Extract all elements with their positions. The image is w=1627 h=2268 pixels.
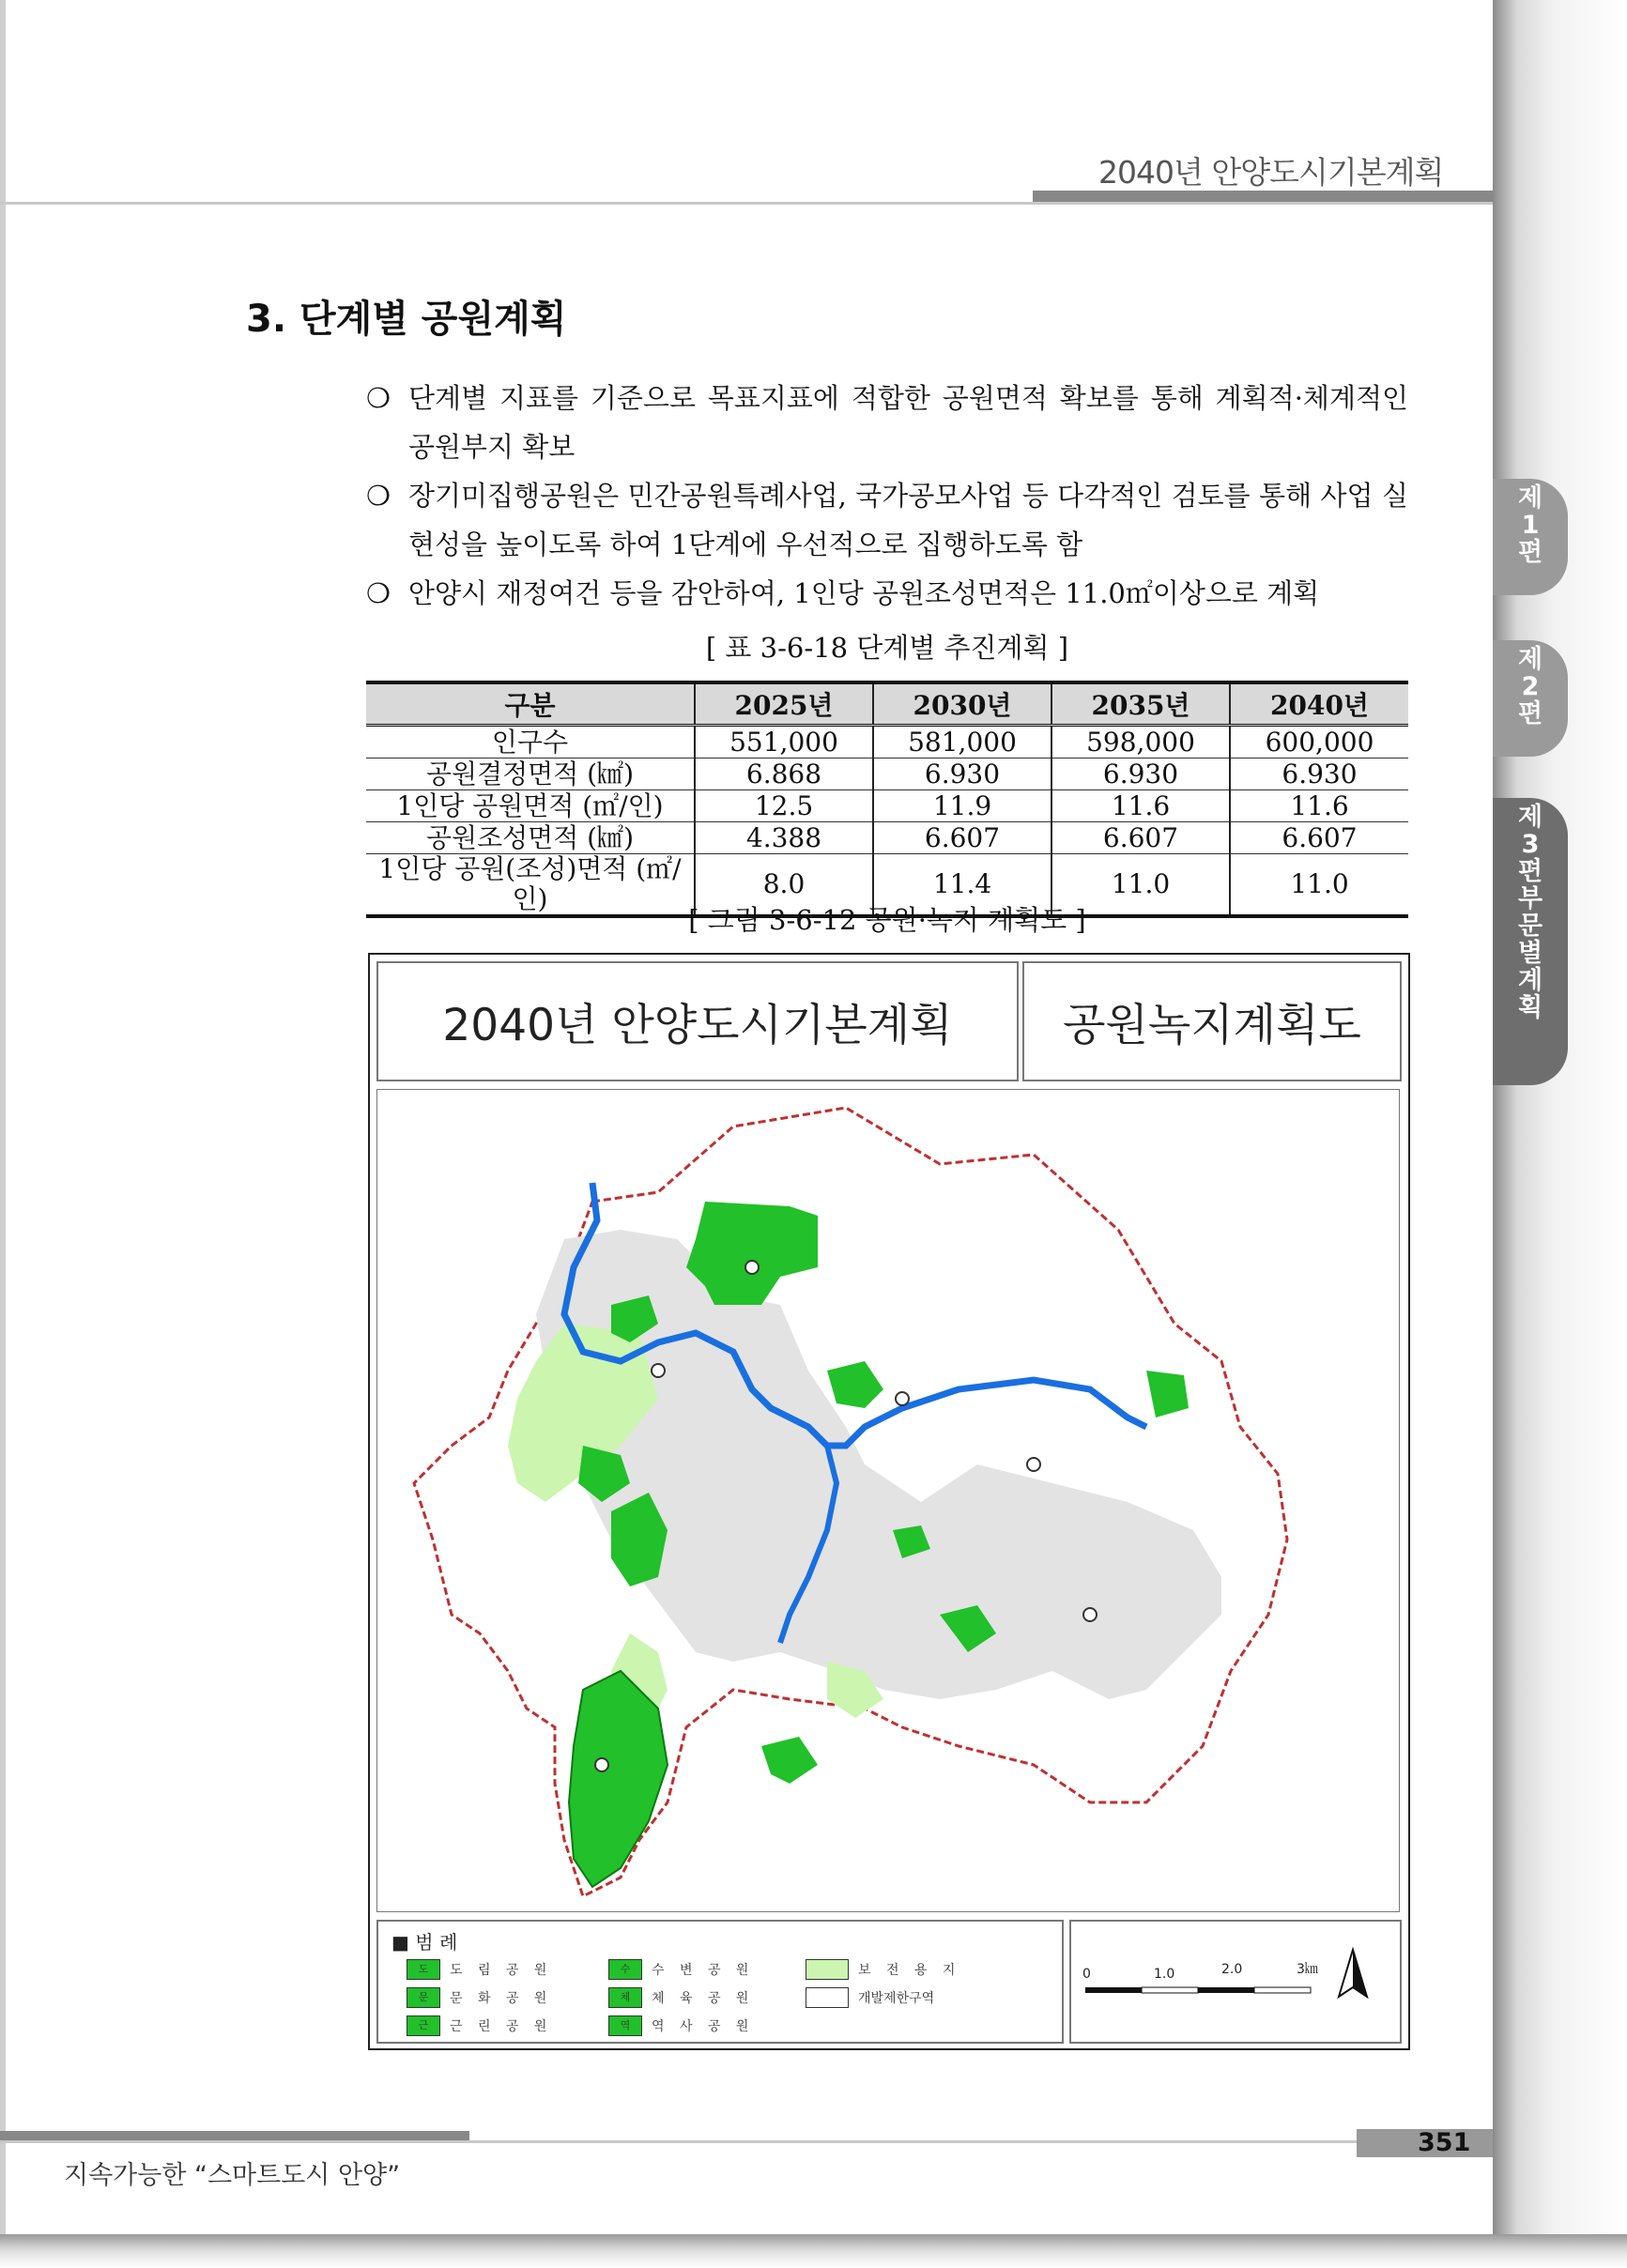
table-row [366, 726, 1408, 759]
legend-swatch: 체 [608, 1987, 642, 2008]
table-cell: 공원결정면적 (㎢) [366, 759, 695, 790]
map-legend [376, 1920, 1064, 2044]
header-rule-thin [0, 202, 1493, 205]
legend-item [806, 1959, 960, 1980]
table-header-cell: 2030년 [873, 682, 1051, 726]
legend-title: ■ 범 례 [391, 1931, 458, 1954]
table-cell: 8.0 [695, 854, 873, 917]
scale-segment [1198, 1987, 1254, 1993]
legend-item [407, 1987, 552, 2008]
table-cell: 11.4 [873, 854, 1051, 917]
legend-swatch: 근 [407, 2015, 440, 2036]
map-title-right: 공원녹지계획도 [1022, 961, 1402, 1081]
header-rule-thick [1033, 191, 1493, 202]
scale-segment [1085, 1987, 1142, 1993]
legend-swatch: 수 [608, 1959, 642, 1980]
bullet-text: 장기미집행공원은 민간공원특례사업, 국가공모사업 등 다각적인 검토를 통해 사업 실현성을 높이도록 하여 1단계에 우선적으로 집행하도록 함 [408, 480, 1408, 560]
chapter-tab-3[interactable]: 제 3 편 부 문 별 계 획 [1493, 798, 1568, 1085]
table-cell: 11.6 [1230, 790, 1408, 822]
table-cell: 인구수 [366, 726, 695, 759]
table-cell: 12.5 [695, 790, 873, 822]
scale-segment [1254, 1987, 1311, 1993]
legend-item [407, 2015, 552, 2036]
legend-swatch: 도 [407, 1959, 440, 1980]
park-symbol-icon [896, 1392, 909, 1405]
table-row [366, 759, 1408, 790]
page-bottom-shadow [0, 2234, 1627, 2268]
table-row [366, 822, 1408, 854]
legend-item [407, 1959, 552, 1980]
chapter-tab-1[interactable]: 제 1 편 [1493, 479, 1568, 595]
legend-label: 도 림 공 원 [450, 1963, 553, 1978]
table-cell: 공원조성면적 (㎢) [366, 822, 695, 854]
footer-rule-thick [0, 2131, 469, 2140]
chapter-tab-2[interactable]: 제 2 편 [1493, 640, 1568, 757]
table-cell: 6.930 [1051, 759, 1230, 790]
table-row [366, 790, 1408, 822]
table-cell: 6.930 [873, 759, 1051, 790]
scale-label: 2.0 [1221, 1962, 1243, 1977]
bullet-list [366, 374, 1408, 618]
legend-swatch [806, 1987, 849, 2008]
table-cell: 6.930 [1230, 759, 1408, 790]
bullet-text: 단계별 지표를 기준으로 목표지표에 적합한 공원면적 확보를 통해 계획적·체계적인 공원부지 확보 [408, 382, 1408, 463]
scale-label: 3㎞ [1297, 1962, 1318, 1977]
bullet-item [366, 569, 1408, 618]
scale-segment [1142, 1987, 1198, 1993]
circle-bullet-icon: ❍ [366, 577, 391, 609]
legend-item [608, 2015, 754, 2036]
park-plan-map-figure [368, 953, 1410, 2050]
legend-label: 역 사 공 원 [652, 2019, 755, 2034]
table-cell: 4.388 [695, 822, 873, 854]
park-symbol-icon [1083, 1608, 1097, 1621]
table-cell: 6.607 [1230, 822, 1408, 854]
legend-title-text: 범 례 [415, 1931, 458, 1954]
figure-caption: [ 그림 3-6-12 공원·녹지 계획도 ] [688, 904, 1086, 936]
legend-swatch [806, 1959, 849, 1980]
table-cell: 598,000 [1051, 726, 1230, 759]
table-cell: 6.607 [1051, 822, 1230, 854]
table-header-cell: 2035년 [1051, 682, 1230, 726]
scale-bar [1071, 1922, 1390, 2034]
legend-label: 보 전 용 지 [858, 1963, 961, 1978]
table-cell: 6.868 [695, 759, 873, 790]
legend-item [608, 1987, 754, 2008]
table-header-cell: 2040년 [1230, 682, 1408, 726]
scale-label: 1.0 [1154, 1967, 1175, 1982]
bullet-item [366, 471, 1408, 569]
circle-bullet-icon: ❍ [366, 480, 391, 512]
park-symbol-icon [595, 1758, 608, 1771]
table-cell: 11.6 [1051, 790, 1230, 822]
table-cell: 551,000 [695, 726, 873, 759]
table-header-cell: 구분 [366, 682, 695, 726]
table-caption: [ 표 3-6-18 단계별 추진계획 ] [705, 632, 1069, 664]
park-symbol-icon [745, 1261, 759, 1274]
bullet-text: 안양시 재정여건 등을 감안하여, 1인당 공원조성면적은 11.0㎡이상으로 계획 [408, 577, 1320, 609]
legend-swatch: 문 [407, 1987, 440, 2008]
page-left-border [0, 0, 6, 2234]
table-header-cell: 2025년 [695, 682, 873, 726]
table-cell: 600,000 [1230, 726, 1408, 759]
table-cell: 6.607 [873, 822, 1051, 854]
legend-label: 근 린 공 원 [450, 2019, 553, 2034]
table-cell: 11.0 [1230, 854, 1408, 917]
page-edge-shadow [1493, 0, 1627, 2268]
legend-item [806, 1987, 934, 2008]
footer-rule-thin [0, 2140, 1493, 2143]
legend-label: 수 변 공 원 [652, 1963, 755, 1978]
table-header-row [366, 682, 1408, 726]
park-symbol-icon [652, 1364, 665, 1377]
scale-label: 0 [1082, 1967, 1091, 1982]
phase-plan-table [366, 681, 1408, 918]
section-title: 3. 단계별 공원계획 [246, 298, 567, 341]
table-cell: 1인당 공원(조성)면적 (㎡/인) [366, 854, 695, 917]
legend-label: 개발제한구역 [858, 1991, 935, 2006]
legend-label: 문 화 공 원 [450, 1991, 553, 2006]
map-title-left: 2040년 안양도시기본계획 [376, 961, 1019, 1081]
footer-slogan: 지속가능한 “스마트도시 안양” [64, 2161, 401, 2190]
bullet-item [366, 374, 1408, 471]
park-symbol-icon [1027, 1458, 1040, 1471]
table-cell: 11.9 [873, 790, 1051, 822]
scale-box [1069, 1920, 1402, 2044]
page-number: 351 [1418, 2128, 1471, 2157]
table-cell: 581,000 [873, 726, 1051, 759]
legend-item [608, 1959, 754, 1980]
table-cell: 11.0 [1051, 854, 1230, 917]
table-cell: 1인당 공원면적 (㎡/인) [366, 790, 695, 822]
legend-swatch: 역 [608, 2015, 642, 2036]
park-green-map [376, 1089, 1400, 1912]
header-title: 2040년 안양도시기본계획 [1098, 154, 1444, 191]
legend-label: 체 육 공 원 [652, 1991, 755, 2006]
circle-bullet-icon: ❍ [366, 382, 391, 414]
